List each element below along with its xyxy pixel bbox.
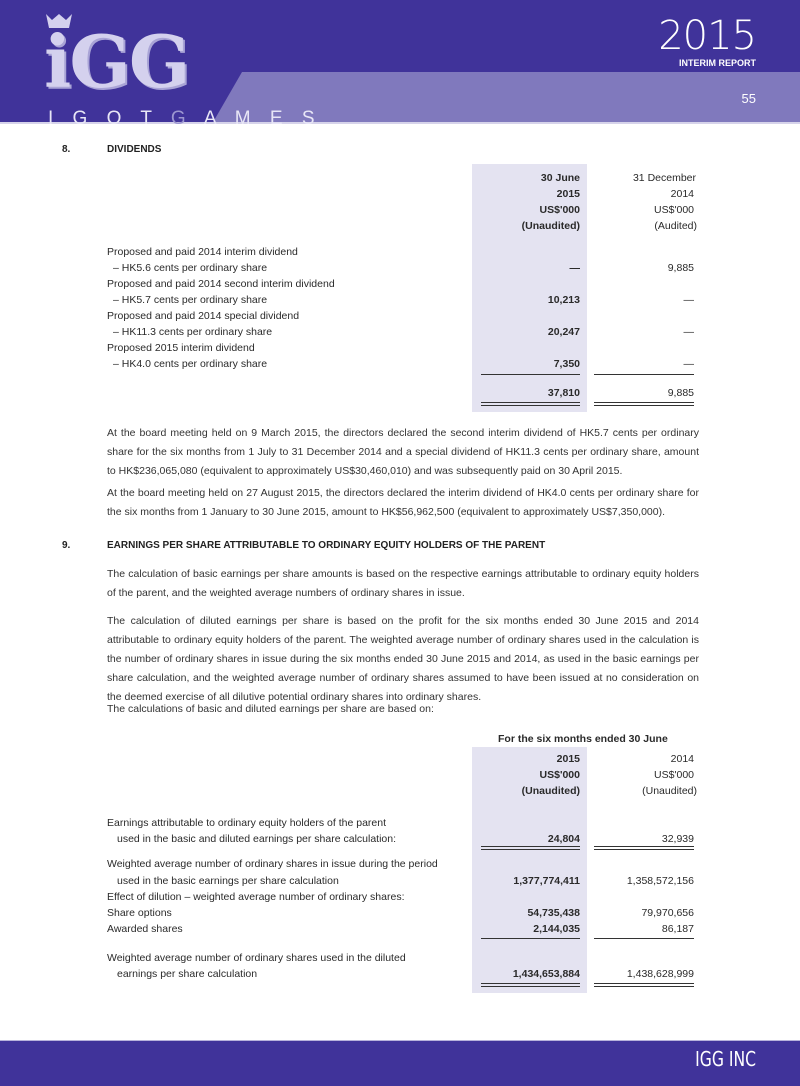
share-options-2015: 54,735,438 <box>527 907 580 919</box>
dividend-row-2-sub: – HK5.7 cents per ordinary share <box>113 294 268 306</box>
earnings-label: Earnings attributable to ordinary equity holders of the parent <box>107 817 387 829</box>
report-label: INTERIM REPORT <box>678 58 756 68</box>
logo-wordmark: iGG <box>44 19 189 104</box>
footer-brand: IGG INC <box>695 1047 756 1071</box>
diluted-shares-2014: 1,438,628,999 <box>626 968 694 980</box>
dilution-rule-2015 <box>481 938 580 939</box>
total-double-rule-2014 <box>594 402 694 406</box>
dividend-row-2-label: Proposed and paid 2014 second interim dividend <box>107 278 335 290</box>
eps-paragraph-3: The calculations of basic and diluted earnings per share are based on: <box>107 703 434 715</box>
current-period-column-shade-eps <box>472 747 587 993</box>
eps-paragraph-1: The calculation of basic earnings per share amounts is based on the respective earnings attributable to ordinary equity holders of the parent, and the weighted average numbers of ordinary shares in issue. <box>107 568 699 599</box>
dividend-paragraph-2: At the board meeting held on 27 August 2015, the directors declared the interim dividend of HK4.0 cents per ordinary share for the six months from 1 January to 30 June 2015, amount to HK$56,962,500 (equivalent to approximately US$7,350,000). <box>107 487 699 518</box>
eps-col-current-line3: (Unaudited) <box>521 785 580 797</box>
col-header-current-line3: US$'000 <box>539 204 580 216</box>
tagline-part-3: A M E S <box>192 108 322 124</box>
earnings-2015: 24,804 <box>547 833 580 845</box>
awarded-shares-2015: 2,144,035 <box>533 923 580 935</box>
earnings-2014: 32,939 <box>661 833 694 845</box>
subtotal-rule-2015 <box>481 374 580 375</box>
dividend-row-2-2015: 10,213 <box>547 294 580 306</box>
eps-col-prior-line2: US$'000 <box>654 769 694 781</box>
dilution-label: Effect of dilution – weighted average number of ordinary shares: <box>107 891 405 903</box>
report-year: 2015 <box>658 13 756 59</box>
section-9-number: 9. <box>62 540 71 551</box>
col-header-current-line1: 30 June <box>540 172 580 184</box>
earnings-double-rule-2015 <box>481 846 580 850</box>
dividend-row-2-2014: — <box>683 294 694 306</box>
dividend-paragraph-1: At the board meeting held on 9 March 2015, the directors declared the second interim dividend of HK5.7 cents per ordinary share for the six months from 1 July to 31 December 2014 and a special dividend of HK11.3 cents per ordinary share, amount to HK$236,065,080 (equivalent to approximately US$30,460,010) and was subsequently paid on 30 April 2015. <box>107 427 699 477</box>
basic-shares-label: Weighted average number of ordinary shares in issue during the period <box>107 858 438 870</box>
share-options-2014: 79,970,656 <box>641 907 694 919</box>
dilution-rule-2014 <box>594 938 694 939</box>
section-8-number: 8. <box>62 144 71 155</box>
dividend-row-1-label: Proposed and paid 2014 interim dividend <box>107 246 298 258</box>
col-header-prior-line1: 31 December <box>632 172 696 184</box>
diluted-double-rule-2014 <box>594 983 694 987</box>
tagline-part-1: I G O T <box>48 108 171 124</box>
share-options-label: Share options <box>107 907 172 919</box>
period-header: For the six months ended 30 June <box>498 733 668 745</box>
dividend-row-1-sub: – HK5.6 cents per ordinary share <box>113 262 268 274</box>
tagline-part-2: G <box>170 108 193 124</box>
dividend-row-1-2014: 9,885 <box>667 262 694 274</box>
eps-col-current-line2: US$'000 <box>539 769 580 781</box>
page-footer <box>0 1040 800 1086</box>
eps-col-prior-line1: 2014 <box>670 753 694 765</box>
basic-shares-2015: 1,377,774,411 <box>513 875 580 887</box>
earnings-double-rule-2014 <box>594 846 694 850</box>
col-header-current-line4: (Unaudited) <box>521 220 580 232</box>
page-number: 55 <box>741 91 756 106</box>
diluted-double-rule-2015 <box>481 983 580 987</box>
eps-paragraph-2: The calculation of diluted earnings per share is based on the profit for the six months ended 30 June 2015 and 2014 attributable to ordinary equity holders of the parent. The weighted average number of ordinary shares used in the calculation is the number of ordinary shares in issue during the six months ended 30 June 2015 and 2014, as used in the basic earnings per share calculation, and the weighted average number of ordinary shares assumed to have been issued at no consideration on the deemed exercise of all dilutive potential ordinary shares into ordinary shares. <box>107 615 699 703</box>
col-header-prior-line2: 2014 <box>670 188 694 200</box>
subtotal-rule-2014 <box>594 374 694 375</box>
section-8-title: DIVIDENDS <box>107 144 162 155</box>
awarded-shares-label: Awarded shares <box>107 923 183 935</box>
dividend-row-4-sub: – HK4.0 cents per ordinary share <box>113 358 268 370</box>
diluted-shares-2015: 1,434,653,884 <box>512 968 580 980</box>
dividend-row-3-label: Proposed and paid 2014 special dividend <box>107 310 300 322</box>
logo-tagline <box>48 108 322 124</box>
earnings-sub: used in the basic and diluted earnings per share calculation: <box>117 833 397 845</box>
dividend-row-3-sub: – HK11.3 cents per ordinary share <box>113 326 273 338</box>
dividend-row-1-2015: — <box>569 262 580 274</box>
awarded-shares-2014: 86,187 <box>661 923 694 935</box>
dividend-total-2014: 9,885 <box>667 387 694 399</box>
eps-col-current-line1: 2015 <box>556 753 580 765</box>
eps-col-prior-line3: (Unaudited) <box>642 785 697 797</box>
dividend-total-2015: 37,810 <box>547 387 580 399</box>
diluted-shares-label: Weighted average number of ordinary shares used in the diluted <box>107 952 406 964</box>
col-header-current-line2: 2015 <box>556 188 580 200</box>
section-9-title: EARNINGS PER SHARE ATTRIBUTABLE TO ORDINARY EQUITY HOLDERS OF THE PARENT <box>107 540 546 551</box>
dividend-row-4-label: Proposed 2015 interim dividend <box>107 342 255 354</box>
total-double-rule-2015 <box>481 402 580 406</box>
page-header <box>0 0 800 124</box>
basic-shares-2014: 1,358,572,156 <box>626 875 694 887</box>
dividend-row-4-2015: 7,350 <box>553 358 580 370</box>
col-header-prior-line3: US$'000 <box>654 204 694 216</box>
basic-shares-sub: used in the basic earnings per share calculation <box>117 875 339 887</box>
dividend-row-4-2014: — <box>683 358 694 370</box>
dividend-row-3-2015: 20,247 <box>547 326 580 338</box>
dividend-row-3-2014: — <box>683 326 694 338</box>
col-header-prior-line4: (Audited) <box>654 220 697 232</box>
diluted-shares-sub: earnings per share calculation <box>117 968 258 980</box>
